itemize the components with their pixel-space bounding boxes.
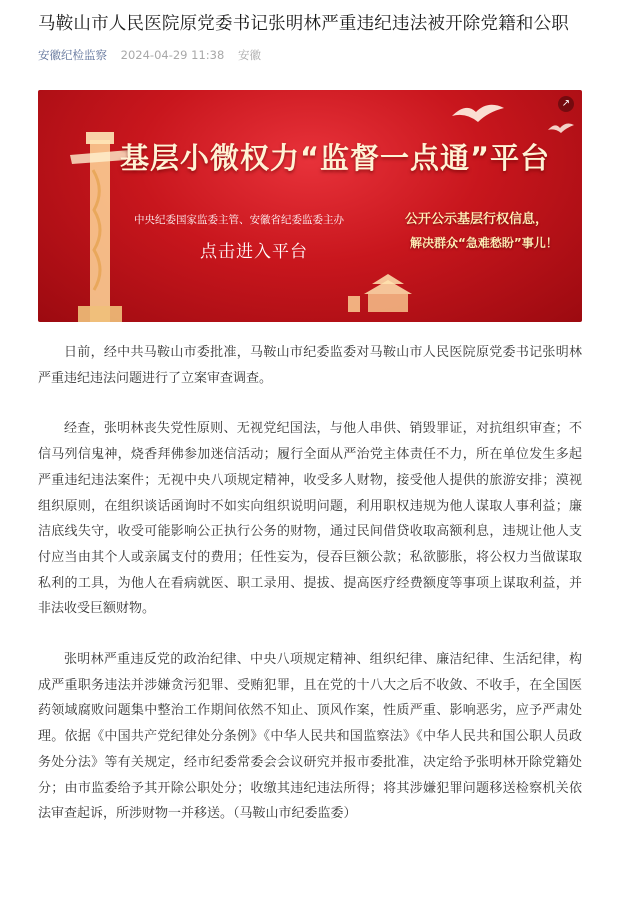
- enter-platform-link[interactable]: 点击进入平台: [200, 242, 308, 262]
- article-paragraph: 经查，张明林丧失党性原则、无视党纪国法，与他人串供、销毁罪证，对抗组织审查；不信马列信鬼神，烧香拜佛参加迷信活动；履行全面从严治党主体责任不力，所在单位发生多起严重违纪违法案件；无视中央八项规定精神，收受多人财物，接受他人提供的旅游安排；漠视组织原则，在组织谈话函询时不如实向组织说明问题，利用职权违规为他人谋取人事利益；廉洁底线失守，收受可能影响公正执行公务的财物，通过民间借贷收取高额利息，违规让他人支付应当由其个人或亲属支付的费用；任性妄为，侵吞巨额公款；私欲膨胀，将公权力当做谋取私利的工具，为他人在看病就医、职工录用、提拔、提高医疗经费额度等事项上谋取利益，并非法收受巨额财物。: [38, 421, 582, 617]
- banner-slogan-line1: 公开公示基层行权信息，: [405, 212, 549, 227]
- article-paragraph: 张明林严重违反党的政治纪律、中央八项规定精神、组织纪律、廉洁纪律、生活纪律，构成严重职务违法并涉嫌贪污犯罪、受贿犯罪，且在党的十八大之后不收敛、不收手，在全国医药领域腐败问题集中整治工作期间依然不知止、顶风作案，性质严重、影响恶劣，应予严肃处理。依据《中国共产党纪律处分条例》《中华人民共和国监察法》《中华人民共和国公职人员政务处分法》等有关规定，经市纪委常委会会议研究并报市委批准，决定给予张明林开除党籍处分；由市监委给予其开除公职处分；收缴其违纪违法所得；将其涉嫌犯罪问题移送检察机关依法审查起诉，所涉财物一并移送。（马鞍山市纪委监委）: [38, 652, 582, 822]
- dove-icon: [448, 98, 508, 128]
- banner-title: 基层小微权力“监督一点通”平台: [120, 141, 551, 175]
- dove-icon: [546, 120, 576, 136]
- article-paragraph: 日前，经中共马鞍山市委批准，马鞍山市纪委监委对马鞍山市人民医院原党委书记张明林严重违纪违法问题进行了立案审查调查。: [38, 345, 582, 386]
- tiananmen-skyline-icon: [338, 266, 428, 316]
- article-title: 马鞍山市人民医院原党委书记张明林严重违纪违法被开除党籍和公职: [38, 14, 569, 34]
- publish-date: 2024-04-29 11:38: [120, 48, 225, 62]
- link-icon[interactable]: ↗: [558, 96, 574, 112]
- source-account-link[interactable]: 安徽纪检监察: [38, 48, 107, 62]
- publish-location: 安徽: [237, 48, 261, 62]
- banner-subtitle: 中央纪委国家监委主管、安徽省纪委监委主办: [134, 214, 344, 226]
- article-body: [38, 340, 582, 852]
- platform-banner[interactable]: [38, 90, 582, 322]
- banner-slogan-line2: 解决群众“急难愁盼”事儿！: [410, 236, 558, 250]
- article-meta: [38, 47, 261, 63]
